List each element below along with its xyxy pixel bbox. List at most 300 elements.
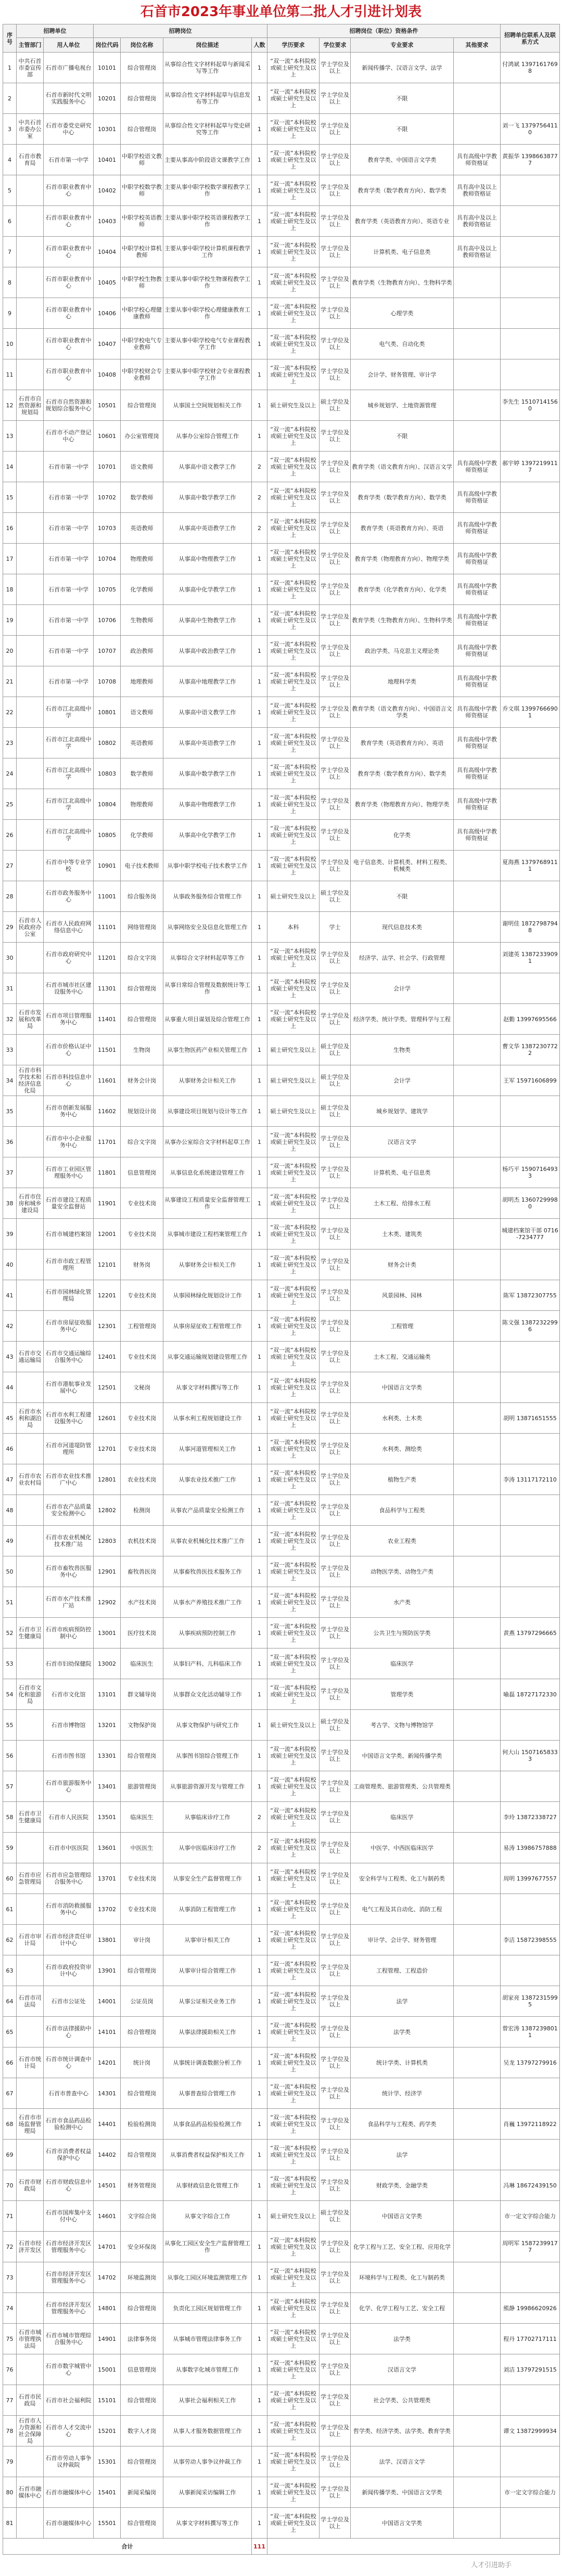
cell-other: 具有高级中学教师资格证 <box>454 574 501 605</box>
cell-post-desc: 从事高中物理教学工作 <box>163 789 252 820</box>
cell-post-desc: 从事财务会计相关工作 <box>163 1250 252 1280</box>
cell-contact: 谢明佳 18727987948 <box>501 912 560 943</box>
cell-degree: “双一流”本科院校或硕士研究生及以上 <box>267 789 320 820</box>
cell-competent <box>17 2293 44 2324</box>
cell-competent <box>17 636 44 666</box>
cell-academic: 学士学位及以上 <box>320 1188 351 1219</box>
document-title: 石首市2023年事业单位第二批人才引进计划表 <box>140 4 422 20</box>
cell-post-name: 旅游管理岗 <box>121 1771 163 1802</box>
cell-major: 心理学类 <box>351 298 454 329</box>
cell-unit: 石首市旅游服务中心 <box>44 1771 94 1802</box>
cell-major: 汉语言文学 <box>351 1127 454 1157</box>
table-row <box>3 237 560 267</box>
cell-degree: “双一流”本科院校或硕士研究生及以上 <box>267 1648 320 1679</box>
cell-no: 45 <box>3 1403 17 1434</box>
cell-contact: 市一定文字综合能力 <box>501 2477 560 2508</box>
cell-other <box>454 298 501 329</box>
cell-unit: 石首市人民医院 <box>44 1802 94 1833</box>
cell-competent <box>17 1434 44 1464</box>
cell-unit: 石首市应急管理综合服务中心 <box>44 1863 94 1894</box>
cell-major: 食品科学与工程类 <box>351 1495 454 1526</box>
cell-major: 会计学 <box>351 1065 454 1096</box>
cell-unit: 石首市城市管理综合服务中心 <box>44 2324 94 2354</box>
cell-other <box>454 1495 501 1526</box>
cell-contact <box>501 2140 560 2170</box>
cell-academic: 学士学位及以上 <box>320 820 351 851</box>
cell-major: 教育学类（生物教育方向）、生物科学类 <box>351 605 454 636</box>
cell-post-desc: 从事审计相关工作 <box>163 1925 252 1955</box>
cell-count: 2 <box>252 452 267 482</box>
cell-code: 10301 <box>94 114 121 145</box>
cell-no: 33 <box>3 1035 17 1065</box>
cell-competent: 中共石首市委办公室 <box>17 114 44 145</box>
table-row <box>3 1250 560 1280</box>
cell-academic: 硕士学位及以上 <box>320 2201 351 2232</box>
cell-code: 13301 <box>94 1741 121 1771</box>
table-row <box>3 912 560 943</box>
header-count: 人数 <box>252 38 267 53</box>
cell-count: 1 <box>252 1925 267 1955</box>
cell-contact: 熊静 19986620926 <box>501 2293 560 2324</box>
cell-unit: 石首市融媒体中心 <box>44 2477 94 2508</box>
cell-post-desc: 从事水产养殖技术推广工作 <box>163 1587 252 1618</box>
cell-unit: 石首市博物馆 <box>44 1710 94 1741</box>
cell-code: 15101 <box>94 2385 121 2416</box>
cell-post-desc: 从事群众文化活动辅导工作 <box>163 1679 252 1710</box>
table-row <box>3 2201 560 2232</box>
cell-degree: “双一流”本科院校或硕士研究生及以上 <box>267 452 320 482</box>
cell-post-desc: 从事高中数学教学工作 <box>163 758 252 789</box>
cell-academic: 学士学位及以上 <box>320 1342 351 1372</box>
cell-unit: 石首市江北高级中学 <box>44 820 94 851</box>
cell-other <box>454 1771 501 1802</box>
cell-count: 1 <box>252 114 267 145</box>
cell-academic: 学士学位及以上 <box>320 1464 351 1495</box>
cell-other: 具有高级中学教师资格证 <box>454 820 501 851</box>
cell-unit: 石首市职业教育中心 <box>44 267 94 298</box>
cell-major: 城乡规划学、建筑学 <box>351 1096 454 1127</box>
cell-post-desc: 主要从事中职学校生物课程教学工作 <box>163 267 252 298</box>
cell-major: 哲学类、经济学类、法学类、教育学类 <box>351 2416 454 2446</box>
cell-count: 1 <box>252 1096 267 1127</box>
cell-post-desc: 从事法律援助相关工作 <box>163 2017 252 2047</box>
cell-code: 12301 <box>94 1311 121 1342</box>
cell-degree: “双一流”本科院校或硕士研究生及以上 <box>267 421 320 452</box>
cell-no: 72 <box>3 2232 17 2262</box>
cell-academic: 学士学位及以上 <box>320 1434 351 1464</box>
cell-other <box>454 2262 501 2293</box>
cell-code: 11001 <box>94 881 121 912</box>
cell-major: 管理学类 <box>351 1679 454 1710</box>
cell-contact <box>501 881 560 912</box>
cell-no: 52 <box>3 1618 17 1648</box>
cell-code: 12401 <box>94 1342 121 1372</box>
cell-degree: “双一流”本科院校或硕士研究生及以上 <box>267 2508 320 2539</box>
cell-contact: 李涛 13117172110 <box>501 1464 560 1495</box>
cell-competent <box>17 206 44 237</box>
cell-degree: “双一流”本科院校或硕士研究生及以上 <box>267 2385 320 2416</box>
cell-academic: 学士学位及以上 <box>320 1556 351 1587</box>
cell-post-desc: 从事高中地理教学工作 <box>163 666 252 697</box>
cell-academic: 学士学位及以上 <box>320 1004 351 1035</box>
cell-other: 具有高级中学教师资格证 <box>454 697 501 728</box>
cell-competent <box>17 1526 44 1556</box>
cell-post-name: 信息管理岗 <box>121 2354 163 2385</box>
recruitment-table <box>3 24 560 2555</box>
cell-no: 66 <box>3 2047 17 2078</box>
cell-post-name: 临床医生 <box>121 1648 163 1679</box>
cell-no: 46 <box>3 1434 17 1464</box>
cell-unit: 石首市经济开发区管理服务中心 <box>44 2293 94 2324</box>
cell-competent <box>17 605 44 636</box>
cell-count: 1 <box>252 2293 267 2324</box>
cell-count: 1 <box>252 1863 267 1894</box>
cell-other <box>454 1863 501 1894</box>
cell-academic: 学士学位及以上 <box>320 2508 351 2539</box>
table-row <box>3 1035 560 1065</box>
cell-code: 10901 <box>94 851 121 881</box>
cell-contact: 赵勤 13997695566 <box>501 1004 560 1035</box>
cell-other: 具有高级中学教师资格证 <box>454 789 501 820</box>
table-row <box>3 1157 560 1188</box>
cell-count: 1 <box>252 2262 267 2293</box>
cell-major: 教育学类、中国语言文学类 <box>351 145 454 175</box>
cell-unit: 石首市政府研究中心 <box>44 943 94 973</box>
cell-count: 1 <box>252 1157 267 1188</box>
cell-count: 1 <box>252 175 267 206</box>
cell-unit: 石首市房屋征收服务中心 <box>44 1311 94 1342</box>
cell-unit: 石首市委党史研究中心 <box>44 114 94 145</box>
cell-unit: 石首市科技信息中心 <box>44 1065 94 1096</box>
table-row <box>3 1833 560 1863</box>
cell-contact: 程丹 17702717111 <box>501 2324 560 2354</box>
cell-degree: “双一流”本科院校或硕士研究生及以上 <box>267 1556 320 1587</box>
cell-count: 1 <box>252 851 267 881</box>
cell-count: 1 <box>252 1556 267 1587</box>
cell-major: 中国语言文学类 <box>351 2201 454 2232</box>
cell-other <box>454 2416 501 2446</box>
cell-post-name: 生物岗 <box>121 1035 163 1065</box>
cell-degree: “双一流”本科院校或硕士研究生及以上 <box>267 1464 320 1495</box>
cell-competent: 石首市经济开发区 <box>17 2232 44 2262</box>
cell-major: 法学类 <box>351 2017 454 2047</box>
cell-academic: 学士学位及以上 <box>320 636 351 666</box>
cell-no: 61 <box>3 1894 17 1925</box>
cell-competent <box>17 1833 44 1863</box>
cell-degree: “双一流”本科院校或硕士研究生及以上 <box>267 298 320 329</box>
table-row <box>3 574 560 605</box>
cell-academic: 学士学位及以上 <box>320 2477 351 2508</box>
cell-contact: 肖巍 13972118922 <box>501 2109 560 2140</box>
cell-count: 1 <box>252 943 267 973</box>
cell-academic: 学士学位及以上 <box>320 206 351 237</box>
cell-contact <box>501 1587 560 1618</box>
cell-contact: 曾宏涛 13872398011 <box>501 2017 560 2047</box>
cell-contact: 夏海燕 13797689111 <box>501 851 560 881</box>
cell-major: 审计学、会计学、财务管理 <box>351 1925 454 1955</box>
cell-no: 38 <box>3 1188 17 1219</box>
cell-competent <box>17 1096 44 1127</box>
cell-other <box>454 2170 501 2201</box>
cell-degree: “双一流”本科院校或硕士研究生及以上 <box>267 2109 320 2140</box>
cell-post-name: 物理教师 <box>121 544 163 574</box>
cell-post-name: 综合管理岗 <box>121 2446 163 2477</box>
cell-no: 57 <box>3 1771 17 1802</box>
cell-code: 10804 <box>94 789 121 820</box>
cell-post-name: 工程管理岗 <box>121 1311 163 1342</box>
cell-post-name: 中职学校计算机教师 <box>121 237 163 267</box>
cell-contact <box>501 267 560 298</box>
cell-degree: “双一流”本科院校或硕士研究生及以上 <box>267 820 320 851</box>
cell-post-desc: 主要从事中职学校英语课程教学工作 <box>163 206 252 237</box>
cell-major: 财务会计类 <box>351 1250 454 1280</box>
cell-other <box>454 1556 501 1587</box>
cell-post-desc: 从事综合性文字材料起草与党史研究等工作 <box>163 114 252 145</box>
cell-major: 临床医学 <box>351 1648 454 1679</box>
cell-major: 汉语言文学 <box>351 2354 454 2385</box>
cell-major: 新闻传播学类、中国语言文学类 <box>351 2477 454 2508</box>
cell-post-desc: 从事高中英语教学工作 <box>163 728 252 758</box>
cell-unit: 石首市职业教育中心 <box>44 298 94 329</box>
cell-count: 1 <box>252 2170 267 2201</box>
cell-competent <box>17 2078 44 2109</box>
cell-competent <box>17 1219 44 1250</box>
cell-other <box>454 2201 501 2232</box>
cell-contact: 李玲 13872338727 <box>501 1802 560 1833</box>
cell-post-name: 专业技术岗 <box>121 1894 163 1925</box>
cell-academic: 学士学位及以上 <box>320 1157 351 1188</box>
cell-degree: “双一流”本科院校或硕士研究生及以上 <box>267 1741 320 1771</box>
cell-major: 教育学类（数学教育方向）、数学类 <box>351 175 454 206</box>
cell-code: 12803 <box>94 1526 121 1556</box>
cell-unit: 石首市第一中学 <box>44 452 94 482</box>
cell-competent <box>17 1771 44 1802</box>
cell-post-name: 统计岗 <box>121 2047 163 2078</box>
cell-competent: 石首市审计局 <box>17 1925 44 1955</box>
cell-post-name: 英语教师 <box>121 728 163 758</box>
cell-post-desc: 负责化工园区规划管理工作 <box>163 2293 252 2324</box>
cell-academic: 学士学位及以上 <box>320 943 351 973</box>
cell-other <box>454 2047 501 2078</box>
cell-competent: 石首市发展和改革局 <box>17 1004 44 1035</box>
table-row <box>3 2354 560 2385</box>
cell-major: 政治学类、马克思主义理论类 <box>351 636 454 666</box>
cell-contact: 乔文琪 13997666901 <box>501 697 560 728</box>
cell-competent: 石首市文化和旅游局 <box>17 1679 44 1710</box>
cell-unit: 石首市国库集中支付中心 <box>44 2201 94 2232</box>
cell-academic: 硕士学位及以上 <box>320 1710 351 1741</box>
cell-other: 具有高中及以上教师资格证 <box>454 237 501 267</box>
cell-major: 教育学类（生物教育方向）、生物科学类 <box>351 267 454 298</box>
table-row <box>3 1802 560 1833</box>
cell-no: 31 <box>3 973 17 1004</box>
cell-unit: 石首市疾病预防控制中心 <box>44 1618 94 1648</box>
cell-other <box>454 1955 501 1986</box>
cell-degree: “双一流”本科院校或硕士研究生及以上 <box>267 666 320 697</box>
cell-post-name: 中职学校生物教师 <box>121 267 163 298</box>
cell-contact: 胡明 13871651555 <box>501 1403 560 1434</box>
cell-post-desc: 从事城市建设工程档案管理工作 <box>163 1219 252 1250</box>
cell-post-name: 化学教师 <box>121 820 163 851</box>
cell-code: 12902 <box>94 1587 121 1618</box>
cell-no: 69 <box>3 2140 17 2170</box>
cell-major: 动物医学类、动物生产类 <box>351 1556 454 1587</box>
cell-academic: 硕士学位及以上 <box>320 1065 351 1096</box>
cell-competent <box>17 1648 44 1679</box>
table-row <box>3 1986 560 2017</box>
cell-major: 会计学 <box>351 973 454 1004</box>
cell-code: 14501 <box>94 2170 121 2201</box>
cell-major: 不限 <box>351 114 454 145</box>
cell-post-desc: 从事综合性文字材料起草与信息发布等工作 <box>163 83 252 114</box>
cell-post-name: 综合管理岗 <box>121 114 163 145</box>
cell-post-name: 生物教师 <box>121 605 163 636</box>
cell-count: 1 <box>252 605 267 636</box>
cell-code: 14701 <box>94 2232 121 2262</box>
cell-unit: 石首市数字城管中心 <box>44 2354 94 2385</box>
cell-post-name: 办公室管理岗 <box>121 421 163 452</box>
cell-other: 具有高级中学教师资格证 <box>454 452 501 482</box>
cell-post-name: 数学教师 <box>121 758 163 789</box>
cell-academic: 学士学位及以上 <box>320 789 351 820</box>
cell-post-name: 综合服务岗 <box>121 881 163 912</box>
cell-degree: “双一流”本科院校或硕士研究生及以上 <box>267 1157 320 1188</box>
cell-post-name: 化学教师 <box>121 574 163 605</box>
cell-other: 具有高级中学教师资格证 <box>454 728 501 758</box>
cell-other <box>454 2385 501 2416</box>
cell-post-name: 语文教师 <box>121 697 163 728</box>
cell-competent <box>17 421 44 452</box>
cell-contact: 黄振华 13986638777 <box>501 145 560 175</box>
table-row <box>3 1587 560 1618</box>
cell-post-name: 综合文字岗 <box>121 943 163 973</box>
cell-code: 10406 <box>94 298 121 329</box>
cell-contact <box>501 1894 560 1925</box>
cell-no: 51 <box>3 1587 17 1618</box>
cell-post-desc: 从事高中语文教学工作 <box>163 452 252 482</box>
cell-post-name: 中职学校语文教师 <box>121 145 163 175</box>
cell-code: 10704 <box>94 544 121 574</box>
header-post-name: 岗位名称 <box>121 38 163 53</box>
cell-unit: 石首市江北高级中学 <box>44 728 94 758</box>
header-academic: 学位要求 <box>320 38 351 53</box>
cell-major: 化学类 <box>351 820 454 851</box>
cell-other <box>454 2477 501 2508</box>
cell-degree: “双一流”本科院校或硕士研究生及以上 <box>267 1188 320 1219</box>
table-row <box>3 298 560 329</box>
cell-academic: 学士学位及以上 <box>320 2446 351 2477</box>
cell-other: 具有高级中学教师资格证 <box>454 636 501 666</box>
cell-contact: 李先生 15107141560 <box>501 390 560 421</box>
table-row <box>3 267 560 298</box>
cell-contact <box>501 1648 560 1679</box>
cell-post-name: 规划设计岗 <box>121 1096 163 1127</box>
cell-academic: 学士学位及以上 <box>320 1986 351 2017</box>
cell-competent: 石首市市场监督管理局 <box>17 2109 44 2140</box>
cell-no: 22 <box>3 697 17 728</box>
cell-major: 中国语言文学类、新闻传播学类 <box>351 1741 454 1771</box>
cell-academic: 学士学位及以上 <box>320 359 351 390</box>
cell-competent <box>17 2201 44 2232</box>
cell-competent: 石首市科学技术和经济信息化局 <box>17 1065 44 1096</box>
cell-major: 教育学类（英语教育方向）、英语 <box>351 513 454 544</box>
cell-academic: 学士学位及以上 <box>320 1250 351 1280</box>
cell-no: 71 <box>3 2201 17 2232</box>
cell-contact <box>501 605 560 636</box>
cell-code: 10705 <box>94 574 121 605</box>
cell-count: 1 <box>252 1219 267 1250</box>
cell-unit: 石首市图书馆 <box>44 1741 94 1771</box>
cell-post-desc: 从事建设项目规划与设计等工作 <box>163 1096 252 1127</box>
cell-unit: 石首市融媒体中心 <box>44 2508 94 2539</box>
cell-degree: 硕士研究生及以上 <box>267 1710 320 1741</box>
cell-other <box>454 1280 501 1311</box>
cell-count: 1 <box>252 2109 267 2140</box>
cell-unit: 石首市园林绿化管理局 <box>44 1280 94 1311</box>
cell-competent: 石首市农业农村局 <box>17 1464 44 1495</box>
cell-major: 风景园林、园林 <box>351 1280 454 1311</box>
cell-no: 58 <box>3 1802 17 1833</box>
cell-post-desc: 从事网络安全及信息化管理工作 <box>163 912 252 943</box>
cell-contact <box>501 2508 560 2539</box>
cell-post-desc: 从事国土空间规划相关工作 <box>163 390 252 421</box>
cell-code: 13101 <box>94 1679 121 1710</box>
cell-post-name: 数字人才岗 <box>121 2416 163 2446</box>
cell-other <box>454 1342 501 1372</box>
cell-unit: 石首市经济开发区管理服务中心 <box>44 2262 94 2293</box>
table-row <box>3 789 560 820</box>
cell-no: 80 <box>3 2477 17 2508</box>
cell-no: 44 <box>3 1372 17 1403</box>
cell-other <box>454 1464 501 1495</box>
table-row <box>3 1219 560 1250</box>
cell-unit: 石首市项目管理服务中心 <box>44 1004 94 1035</box>
cell-academic: 学士学位及以上 <box>320 145 351 175</box>
cell-academic: 学士学位及以上 <box>320 1833 351 1863</box>
cell-code: 12701 <box>94 1434 121 1464</box>
cell-code: 10706 <box>94 605 121 636</box>
cell-post-desc: 从事消防工程管理工作 <box>163 1894 252 1925</box>
cell-major: 统计学类、计算机类 <box>351 2047 454 2078</box>
cell-contact: 郝宇婷 13972199117 <box>501 452 560 482</box>
cell-count: 1 <box>252 267 267 298</box>
cell-count: 1 <box>252 53 267 83</box>
cell-contact: 胡家亮 13872315995 <box>501 1986 560 2017</box>
cell-major: 工程管理、工程造价 <box>351 1955 454 1986</box>
cell-no: 6 <box>3 206 17 237</box>
cell-competent <box>17 1495 44 1526</box>
cell-degree: “双一流”本科院校或硕士研究生及以上 <box>267 2293 320 2324</box>
table-row <box>3 145 560 175</box>
cell-unit: 石首市食品药品检验检测中心 <box>44 2109 94 2140</box>
table-header <box>3 24 560 53</box>
cell-major: 公共卫生与预防医学类 <box>351 1618 454 1648</box>
cell-other: 具有高级中学教师资格证 <box>454 758 501 789</box>
cell-no: 16 <box>3 513 17 544</box>
cell-unit: 石首市水利工程建设服务中心 <box>44 1403 94 1434</box>
cell-academic: 学士学位及以上 <box>320 1802 351 1833</box>
cell-count: 1 <box>252 1464 267 1495</box>
cell-unit: 石首市消费者权益保护中心 <box>44 2140 94 2170</box>
cell-competent <box>17 943 44 973</box>
cell-post-desc: 从事交通运输规划建设管理工作 <box>163 1342 252 1372</box>
cell-degree: “双一流”本科院校或硕士研究生及以上 <box>267 1495 320 1526</box>
cell-major: 经济学类、统计学类、管理科学与工程 <box>351 1004 454 1035</box>
table-row <box>3 1464 560 1495</box>
cell-unit: 石首市农业机械化技术推广站 <box>44 1526 94 1556</box>
cell-code: 11201 <box>94 943 121 973</box>
cell-code: 11801 <box>94 1157 121 1188</box>
